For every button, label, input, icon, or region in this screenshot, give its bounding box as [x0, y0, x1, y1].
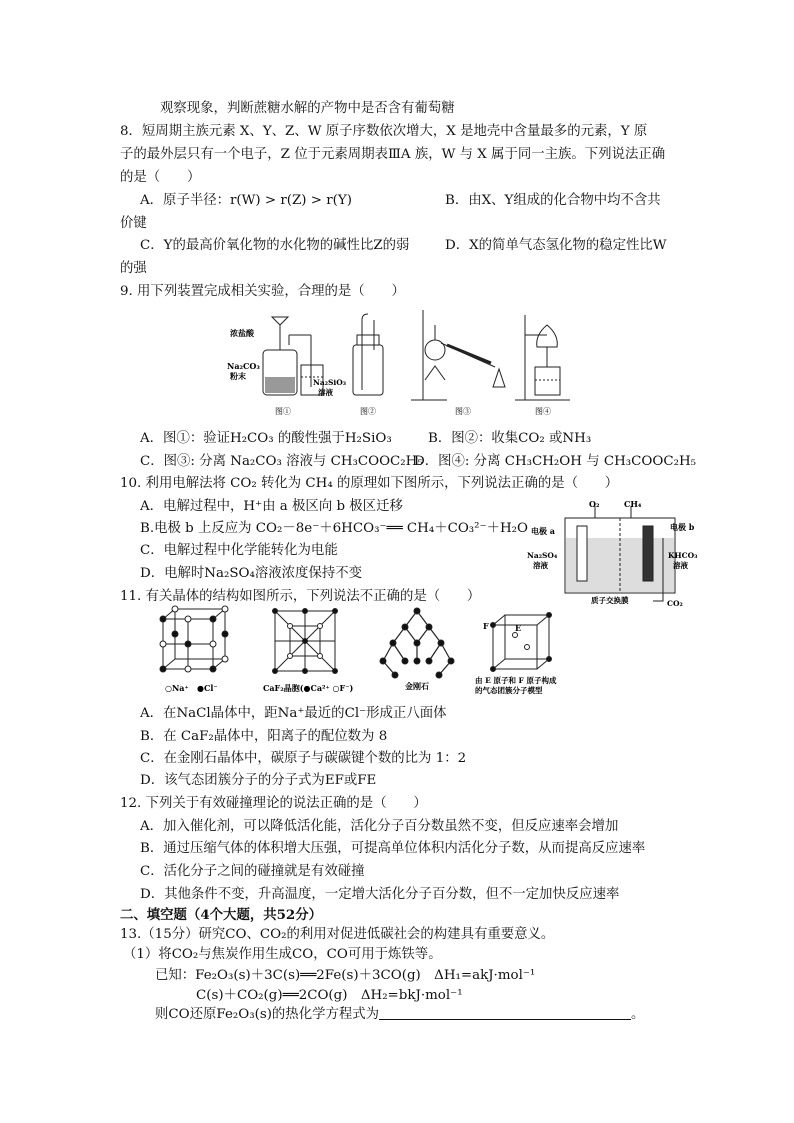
q7-tail-line: 观察现象，判断蔗糖水解的产物中是否含有葡萄糖 — [160, 101, 455, 116]
fig9-caption-3: 图③ — [455, 407, 471, 416]
fig9-sol-label: 溶液 — [318, 388, 333, 397]
q13-known-2: C(s)＋CO₂(g)══2CO(g) ΔH₂=bkJ·mol⁻¹ — [196, 988, 463, 1003]
q13-part-1: （1）将CO₂与焦炭作用生成CO，CO可用于炼铁等。 — [123, 947, 442, 962]
fig10-sol2-label: 溶液 — [673, 561, 688, 570]
q8-option-d-cont: 的强 — [120, 261, 147, 276]
fig11-caf2-caption: CaF₂晶胞(●Ca²⁺ ○F⁻) — [263, 683, 354, 693]
q12-option-a: A．加入催化剂，可以降低活化能，活化分子百分数虽然不变，但反应速率会增加 — [140, 819, 619, 834]
fig11-f-label: F — [483, 621, 489, 631]
q10-electrolysis-figure — [525, 498, 700, 610]
q9-option-d: D．图④: 分离 CH₃CH₂OH 与 CH₃COOC₂H₅ — [414, 454, 697, 469]
q8-option-a: A．原子半径：r(W) > r(Z) > r(Y) — [140, 193, 352, 208]
q10-option-c: C．电解过程中化学能转化为电能 — [140, 543, 338, 558]
fig9-powder-label: 粉末 — [230, 371, 246, 381]
q10-stem: 10. 利用电解法将 CO₂ 转化为 CH₄ 的原理如下图所示，下列说法正确的是（ ） — [120, 476, 619, 491]
fig10-khco3-label: KHCO₃ — [668, 551, 698, 560]
q11-option-d: D．该气态团簇分子的分子式为EF或FE — [140, 773, 377, 788]
q9-option-a: A．图①：验证H₂CO₃ 的酸性强于H₂SiO₃ — [140, 431, 392, 446]
q11-option-a: A．在NaCl晶体中，距Na⁺最近的Cl⁻形成正八面体 — [140, 706, 447, 721]
q10-option-b: B.电极 b 上反应为 CO₂－8e⁻＋6HCO₃⁻══ CH₄＋CO₃²⁻＋H₂O — [140, 521, 529, 536]
q13-known-1: 已知：Fe₂O₃(s)＋3C(s)══2Fe(s)＋3CO(g) ΔH₁=akJ·mol⁻¹ — [155, 968, 536, 983]
q8-option-d: D．X的简单气态氢化物的稳定性比W — [445, 238, 667, 253]
q8-option-b: B．由X、Y组成的化合物中均不含共 — [445, 193, 661, 208]
fig9-na2sio3-label: Na₂SiO₃ — [313, 378, 347, 387]
fig9-caption-1: 图① — [275, 407, 291, 416]
q9-stem: 9. 用下列装置完成相关实验，合理的是（ ） — [120, 284, 405, 299]
q11-stem: 11. 有关晶体的结构如图所示，下列说法不正确的是（ ） — [120, 589, 481, 604]
q8-option-c: C．Y的最高价氧化物的水化物的碱性比Z的弱 — [140, 238, 410, 253]
fig9-na2co3-label: Na₂CO₃ — [227, 361, 260, 371]
fig11-cl-legend: ●Cl⁻ — [197, 683, 218, 693]
fig10-na2so4-label: Na₂SO₄ — [527, 551, 558, 560]
fig9-caption-2: 图② — [360, 407, 376, 416]
fig10-sol1-label: 溶液 — [533, 561, 548, 570]
q9-option-b: B．图②：收集CO₂ 或NH₃ — [428, 431, 592, 446]
fig11-na-legend: ○Na⁺ — [165, 683, 189, 693]
q11-option-c: C．在金刚石晶体中，碳原子与碳碳键个数的比为 1：2 — [140, 751, 467, 766]
fig11-diamond-caption: 金刚石 — [405, 681, 429, 691]
q8-stem-1: 8．短周期主族元素 X、Y、Z、W 原子序数依次增大，X 是地壳中含量最多的元素，Y 原 — [120, 124, 648, 139]
q9-apparatus-figure — [225, 305, 585, 417]
q12-stem: 12. 下列关于有效碰撞理论的说法正确的是（ ） — [120, 796, 427, 811]
q9-option-c: C．图③: 分离 Na₂CO₃ 溶液与 CH₃COOC₂H₅ — [140, 454, 423, 469]
fig10-o2-label: O₂ — [589, 499, 600, 509]
q11-option-b: B．在 CaF₂晶体中，阳离子的配位数为 8 — [140, 729, 388, 744]
fig10-electrode-b-label: 电极 b — [670, 522, 695, 532]
q10-option-a: A．电解过程中，H⁺由 a 极区向 b 极区迁移 — [140, 499, 403, 514]
fig9-caption-4: 图④ — [535, 407, 551, 416]
fig10-co2-label: CO₂ — [667, 599, 683, 608]
q12-option-b: B．通过压缩气体的体积增大压强，可提高单位体积内活化分子数，从而提高反应速率 — [140, 841, 646, 856]
q8-stem-2: 子的最外层只有一个电子，Z 位于元素周期表ⅢA 族，W 与 X 属于同一主族。下列说法正确 — [120, 147, 666, 162]
fig9-acid-label: 浓盐酸 — [230, 328, 254, 338]
q13-question: 则CO还原Fe₂O₃(s)的热化学方程式为 — [155, 1007, 380, 1022]
q12-option-c: C．活化分子之间的碰撞就是有效碰撞 — [140, 864, 365, 879]
q13-question-line — [155, 1006, 644, 1024]
q13-stem: 13.（15分）研究CO、CO₂的利用对促进低碳社会的构建具有重要意义。 — [120, 927, 555, 942]
q8-option-b-cont: 价键 — [120, 216, 147, 231]
q12-option-d: D．其他条件不变，升高温度，一定增大活化分子百分数，但不一定加快反应速率 — [140, 887, 620, 902]
fig10-ch4-label: CH₄ — [624, 499, 642, 509]
fig10-membrane-label: 质子交换膜 — [591, 596, 629, 605]
fig10-electrode-a-label: 电极 a — [531, 526, 555, 536]
fig11-e-label: E — [515, 623, 522, 633]
fig11-cluster-caption-2: 的气态团簇分子模型 — [475, 686, 543, 695]
q8-stem-3: 的是（ ） — [120, 170, 201, 185]
q11-crystal-figure — [155, 605, 615, 697]
fig11-cluster-caption-1: 由 E 原子和 F 原子构成 — [475, 676, 557, 685]
q10-option-d: D．电解时Na₂SO₄溶液浓度保持不变 — [140, 566, 363, 581]
q13-period: 。 — [631, 1007, 645, 1022]
section-2-heading: 二、填空题（4个大题，共52分） — [120, 907, 323, 923]
q13-answer-blank[interactable] — [379, 1006, 631, 1020]
